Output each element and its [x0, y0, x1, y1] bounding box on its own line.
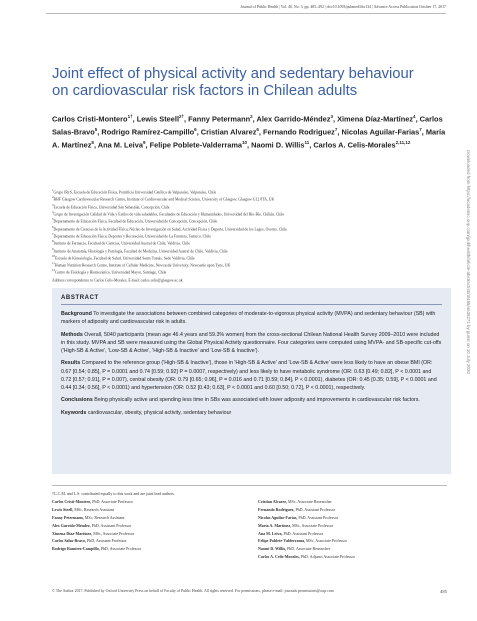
author-affiliation-marker: 6	[194, 127, 197, 133]
author-role-title: PhD, Assistant Professor	[87, 538, 127, 544]
author-role-row	[258, 498, 448, 506]
affiliation	[52, 261, 447, 268]
author-affiliation-marker: 2,11,12	[395, 140, 411, 146]
affiliation-marker: 8	[52, 239, 54, 244]
author-name: Ximena Díaz-Martínez	[337, 114, 414, 124]
author-name: Felipe Poblete-Valderrama	[149, 140, 243, 150]
affiliation-marker: 11	[52, 261, 55, 266]
affiliation-text: Departamento de Educación Física, Facultad de Educación, Universidad de Concepción, Concepción, Chile	[53, 219, 218, 224]
author-name: Alex Garrido-Méndez	[256, 114, 331, 124]
affiliation-text: Grupo IRyS, Escuela de Educación Física, Pontificia Universidad Católica de Valparaíso, Valparaíso, Chile	[53, 190, 217, 195]
abstract-section-text: Being physically active and spending less time in SBs was associated with lower adiposity and improvements in cardiovascular risk factors.	[94, 397, 420, 404]
copyright-notice: © The Author 2017. Published by Oxford University Press on behalf of Faculty of Public Health. All rights reserved. For permissions, please e-mail: journals.permissions@oup.com	[52, 589, 334, 593]
author-affiliation-marker: 4	[413, 114, 416, 119]
author-role-title: MSc, Associate Professor	[305, 538, 347, 544]
author-affiliation-marker: 8	[91, 140, 94, 146]
affiliation-marker: 4	[52, 209, 54, 214]
affiliation-text: Departamento de Educación Física, Deportes y Recreación, Universidad de La Frontera, Temuco, Chile	[53, 234, 211, 239]
author-name: Naomi D. Willis	[251, 140, 305, 150]
abstract-section-text: To investigate the associations between combined categories of moderate-to-vigorous physical activity (MVPA) and sedentary behaviour (SB) with markers of adiposity and cardiovascular risk in adults.	[61, 311, 436, 326]
abstract-section-text: cardiovascular, obesity, physical activity, sedentary behaviour	[87, 409, 232, 416]
author-role-row	[258, 537, 448, 545]
abstract-section-conclusions	[61, 396, 442, 404]
author-affiliation-marker: 10	[242, 140, 248, 146]
author-role-row	[52, 498, 242, 506]
affiliation-text: Centro de Fisiología y Biomecánica, Universidad Mayor, Santiago, Chile	[55, 270, 167, 275]
author-affiliation-marker: 7	[419, 127, 422, 133]
author-affiliation-marker: 5	[94, 127, 98, 133]
page-footer	[52, 589, 447, 593]
author-role-title: PhD, Associate Professor	[92, 498, 133, 504]
abstract-section-label: Keywords	[61, 409, 87, 416]
affiliation-marker: 2	[52, 195, 54, 200]
affiliation-list	[52, 188, 447, 283]
author-affiliation-marker: 2†	[179, 114, 185, 119]
author-role-row	[52, 522, 242, 530]
abstract-box	[52, 288, 451, 474]
author-list: Carlos Cristi-Montero$^{1\dagger}$, Lewis Steell$^{2\dagger}$, Fanny Petermann$^2$, Alex Garrido-Méndez$^3$, Ximena Díaz-Martínez$^4$, Carlos Salas-Bravo$^5$, Rodrigo Ramírez-Campillo$^6$, Cristian Alvarez$^6$, Fernando Rodriguez$^7$, Nicolas Aguilar-Farias$^7$, María A. Martínez$^8$, Ana M. Leiva$^9$, Felipe Poblete-Valderrama$^{10}$, Naomi D. Willis$^{11}$, Carlos A. Celis-Morales$^{2,11,12}$	[52, 114, 446, 150]
joint-author-note: †C.C.M. and L.S. contributed equally to this work and are joint lead authors.	[52, 491, 175, 496]
author-role-name: Nicolas Aguilar-Farias,	[258, 514, 298, 520]
affiliation	[52, 217, 447, 224]
author-role-title: PhD, Adjunct Associate Professor	[300, 554, 355, 560]
affiliation	[52, 225, 447, 232]
affiliation-text: Grupo de Investigación Calidad de Vida y Estilos de vida saludables, Facultades de Educación y Humanidades, Universidad del Bío-Bío, Chillán, Chile	[53, 212, 285, 217]
affiliation-text: Escuela de Kinesiología, Facultad de Salud, Universidad Santo Tomás, Sede Valdivia, Chile	[55, 256, 195, 261]
abstract-section-keywords	[61, 409, 442, 417]
author-affiliation-marker: 9	[142, 140, 146, 146]
affiliation	[52, 188, 447, 195]
author-role-name: María A. Martínez,	[258, 522, 292, 528]
author-affiliation-marker: 7	[334, 127, 338, 133]
author-affiliation-marker: 6	[256, 127, 259, 133]
affiliation	[52, 254, 447, 261]
author-role-row	[258, 530, 448, 538]
affiliation	[52, 239, 447, 246]
abstract-section-results	[61, 359, 442, 391]
author-name: Carlos A. Celis-Morales	[313, 140, 396, 150]
affiliation-text: Human Nutrition Research Centre, Institute of Cellular Medicine, Newcastle University, Newcastle upon Tyne, UK	[54, 263, 231, 268]
author-name: Ana M. Leiva	[97, 140, 143, 150]
author-name: Fernando Rodriguez	[263, 127, 335, 137]
author-affiliation-marker: 2	[250, 114, 253, 119]
author-role-name: Carlos A. Celis-Morales,	[258, 554, 300, 560]
affiliation-marker: 7	[52, 231, 54, 236]
author-role-title: PhD, Assistant Professor	[295, 506, 336, 512]
affiliation-marker: 5	[52, 217, 54, 222]
author-role-row	[258, 522, 448, 530]
author-role-name: Lewis Steell,	[52, 506, 74, 512]
author-name: María A. Martínez	[52, 127, 446, 150]
author-role-name: Fernando Rodriguez,	[258, 506, 295, 512]
abstract-section-methods	[61, 331, 442, 355]
author-role-name: Ana M. Leiva,	[258, 530, 283, 536]
author-role-title: MSc, Research Assistant	[74, 506, 115, 512]
author-role-name: Cristian Alvarez,	[258, 498, 288, 504]
article-title: Joint effect of physical activity and sedentary behaviour on cardiovascular risk factors in Chilean adults	[52, 66, 414, 99]
author-role-title: PhD, Assistant Professor	[298, 514, 339, 520]
author-role-name: Alex Garrido-Méndez,	[52, 522, 91, 528]
footnotes-left-column	[52, 490, 242, 553]
affiliation-text: Instituto de Farmacia, Facultad de Ciencias, Universidad Austral de Chile, Valdivia, Chile	[53, 241, 190, 246]
author-role-title: PhD, Associate Professor	[100, 546, 142, 552]
abstract-heading: ABSTRACT	[61, 295, 442, 305]
download-side-note-text: Downloaded from https://academic.oup.com/jpubhealth/article-abstract/40/3/485/4638271 by guest on 10 July 2020	[466, 150, 471, 374]
header-rule	[46, 13, 446, 14]
author-role-name: Rodrigo Ramírez-Campillo,	[52, 546, 100, 552]
author-role-name: Naomi D. Willis,	[258, 546, 287, 552]
author-role-title: MSc, Associate Professor	[292, 522, 334, 528]
affiliation-marker: 3	[52, 202, 54, 207]
page-number: 485	[440, 589, 447, 594]
affiliation-text: Escuela de Educación Física, Universidad San Sebastián, Concepción, Chile	[53, 204, 170, 209]
author-role-name: Fanny Petermann,	[52, 514, 84, 520]
affiliation-text: Address correspondence to Carlos Celis-Morales, E-mail: carlos.celis@glasgow.ac.uk	[52, 278, 183, 283]
author-role-row	[52, 537, 242, 545]
author-name: Fanny Petermann	[188, 114, 251, 124]
abstract-section-label: Conclusions	[61, 397, 93, 404]
affiliation-marker: 6	[52, 224, 54, 229]
author-role-row	[258, 514, 448, 522]
abstract-section-background	[61, 310, 442, 326]
affiliation	[52, 232, 447, 239]
author-role-name: Carlos Salas-Bravo,	[52, 538, 86, 544]
affiliation-text: Instituto de Anatomía, Histología y Patología, Facultad de Medicina, Universidad Austral de Chile, Valdivia, Chile	[53, 248, 228, 253]
journal-header: Journal of Public Health | Vol. 40, No. 3, pp. 485–492 | doi:10.1093/pubmed/fdx134 | Advance Access Publication October 17, 2017	[240, 5, 446, 9]
affiliation-marker: 9	[52, 246, 54, 251]
author-name: Rodrigo Ramírez-Campillo	[101, 127, 195, 137]
affiliation	[52, 268, 447, 275]
affiliation-text: Departamento de Ciencias de la Actividad Física, Núcleo de Investigación en Salud, Actividad Física y Deporte, Universidad de los Lagos, Osorno, Chile	[53, 226, 287, 231]
affiliation	[52, 203, 447, 210]
author-role-row	[258, 506, 448, 514]
abstract-section-label: Background	[61, 311, 92, 317]
author-affiliation-marker: 11	[304, 140, 310, 146]
author-role-title: PhD, Assistant Professor	[283, 530, 324, 536]
affiliation-marker: 12	[52, 268, 55, 273]
author-role-row	[52, 506, 242, 514]
author-role-name: Carlos Cristi-Montero,	[52, 498, 92, 504]
footnote-rule	[52, 485, 447, 486]
affiliation-text: BHF Glasgow Cardiovascular Research Centre, Institute of Cardiovascular and Medical Science, University of Glasgow, Glasgow G12 8TA, UK	[53, 197, 275, 202]
author-name: Nicolas Aguilar-Farias	[341, 127, 420, 137]
abstract-sections	[61, 310, 442, 417]
affiliation-marker: 10	[52, 253, 55, 258]
author-role-title: PhD, Associate Researcher	[287, 546, 331, 552]
affiliation	[52, 210, 447, 217]
abstract-section-text: Compared to the reference group ('High-SB & Inactive'), those in 'High-SB & Active' and 'Low-SB & Active' were less likely to have an obese BMI (OR: 0.67 [0.54; 0.85], P = 0.0001 and 0.74 [0.59; 0.92] P = 0.0007, respectively) and less likely to have metabolic syndrome (OR: 0.63 [0.49; 0.82], P < 0.0001 and 0.72 [0.57; 0.91], P = 0.007), central obesity (OR: 0.79 [0.65; 0.96], P = 0.016 and 0.71 [0.59; 0.84], P < 0.0001), diabetes (OR: 0.45 [0.35; 0.59], P < 0.0001 and 0.44 [0.34; 0.56], P < 0.0001) and hypertension (OR: 0.52 [0.43; 0.63], P < 0.0001 and 0.60 [0.50; 0.72], P < 0.0001), respectively.	[61, 360, 437, 391]
footnote-spacer	[258, 490, 448, 498]
author-role-title: MSc, Associate Professor	[93, 530, 135, 536]
author-name: Cristian Alvarez	[200, 127, 257, 137]
author-role-row	[258, 545, 448, 553]
author-role-row	[52, 545, 242, 553]
author-role-row	[258, 553, 448, 561]
author-name: Lewis Steell	[136, 114, 179, 124]
author-name: Carlos Cristi-Montero	[52, 114, 128, 124]
affiliation	[52, 276, 447, 283]
affiliation	[52, 247, 447, 254]
abstract-section-label: Methods	[61, 331, 83, 338]
author-role-name: Ximena Díaz-Martínez,	[52, 530, 93, 536]
abstract-section-text: Overall, 5040 participants (mean age 46.4 years and 59.3% women) from the cross-sectional Chilean National Health Survey 2009–2010 were included in this study. MVPA and SB were measured using the Global Physical Activity questionnaire. Four categories were computed using MVPA- and SB-specific cut-offs ('High-SB & Active', 'Low-SB & Active', 'High-SB & Inactive' and 'Low-SB & Inactive').	[61, 331, 442, 354]
author-role-row	[52, 514, 242, 522]
author-role-title: MSc, Research Assistant	[84, 514, 125, 520]
author-affiliation-marker: 1†	[127, 114, 133, 119]
footnotes-right-column	[258, 490, 448, 561]
author-role-row	[52, 530, 242, 538]
abstract-section-label: Results	[61, 360, 81, 367]
author-name: Carlos Salas-Bravo	[52, 114, 443, 137]
author-role-title: MSc, Associate Researcher	[288, 498, 332, 504]
affiliation	[52, 195, 447, 202]
author-role-name: Felipe Poblete-Valderrama,	[258, 538, 305, 544]
download-side-note	[466, 150, 472, 550]
author-role-title: PhD, Assistant Professor	[91, 522, 132, 528]
affiliation-marker: 1	[52, 188, 54, 192]
author-affiliation-marker: 3	[330, 114, 333, 119]
